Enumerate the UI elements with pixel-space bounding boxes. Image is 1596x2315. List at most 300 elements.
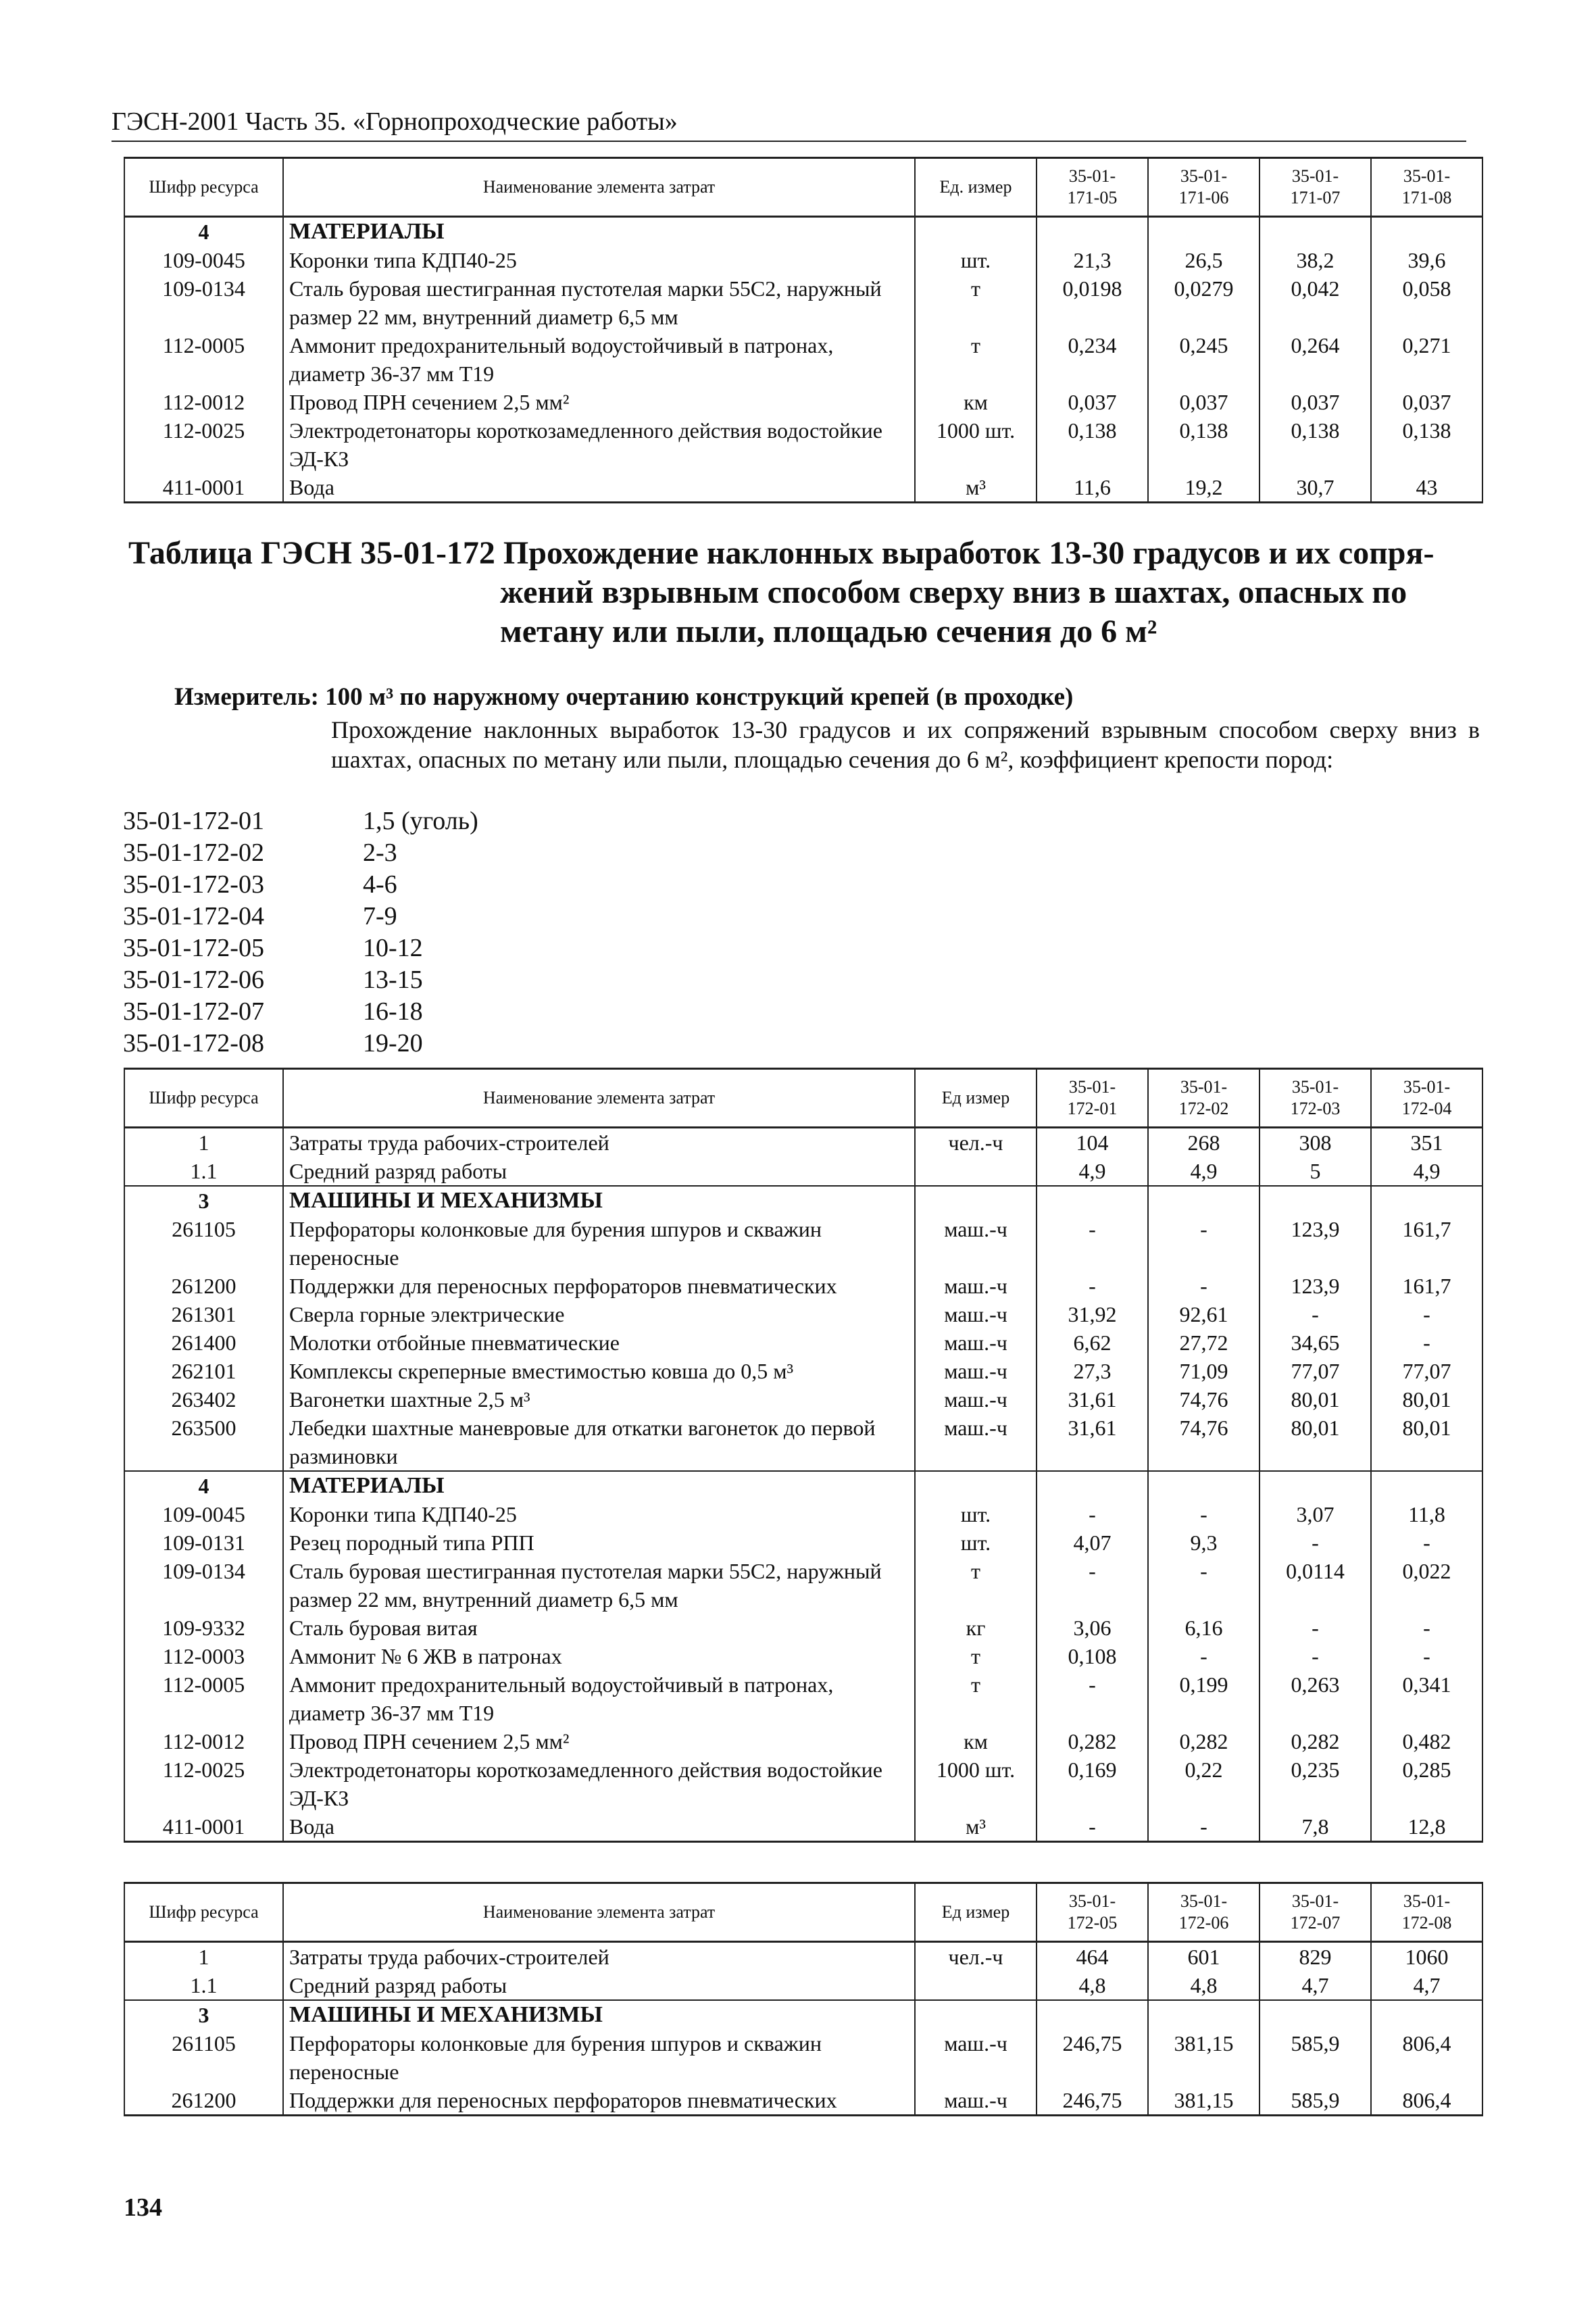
unit-cell: чел.-ч xyxy=(915,1128,1037,1158)
empty-cell xyxy=(1148,217,1260,247)
norm-col-header: 35-01- 172-01 xyxy=(1037,1069,1148,1128)
empty-cell xyxy=(1148,1471,1260,1500)
empty-cell xyxy=(1037,1186,1148,1215)
resource-code: 109-0045 xyxy=(124,1500,283,1528)
unit-cell: 1000 шт. xyxy=(915,416,1037,473)
resource-code: 112-0003 xyxy=(124,1642,283,1670)
code-list xyxy=(123,805,478,1060)
value-cell: - xyxy=(1260,1300,1371,1328)
norm-code: 35-01-172-01 xyxy=(123,807,264,835)
table-row xyxy=(124,1357,1482,1385)
table-row xyxy=(124,1272,1482,1300)
value-cell: 0,169 xyxy=(1037,1756,1148,1812)
unit-cell: маш.-ч xyxy=(915,1385,1037,1414)
resource-code: 109-0131 xyxy=(124,1528,283,1557)
table-row xyxy=(124,331,1482,388)
table-row xyxy=(124,1614,1482,1642)
resource-name: Провод ПРН сечением 2,5 мм² xyxy=(283,1727,915,1756)
resource-name: Электродетонаторы короткозамедленного действия водостойкие ЭД-КЗ xyxy=(283,1756,915,1812)
rock-hardness: 1,5 (уголь) xyxy=(363,807,478,835)
norm-col-header: 35-01- 172-05 xyxy=(1037,1883,1148,1942)
norm-col-header: 35-01- 172-04 xyxy=(1371,1069,1482,1128)
table-row xyxy=(124,1971,1482,2000)
value-cell: 0,0198 xyxy=(1037,274,1148,331)
resource-table-172-part2 xyxy=(124,1882,1483,2116)
unit-cell: маш.-ч xyxy=(915,2029,1037,2086)
value-cell: 74,76 xyxy=(1148,1385,1260,1414)
value-cell: - xyxy=(1037,1215,1148,1272)
resource-name: Сталь буровая шестигранная пустотелая марки 55С2, наружный размер 22 мм, внутренний диаметр 6,5 мм xyxy=(283,274,915,331)
name-col-header: Наименование элемента затрат xyxy=(283,158,915,217)
resource-name: Провод ПРН сечением 2,5 мм² xyxy=(283,388,915,416)
value-cell: 31,61 xyxy=(1037,1414,1148,1471)
resource-name: Электродетонаторы короткозамедленного действия водостойкие ЭД-КЗ xyxy=(283,416,915,473)
value-cell: - xyxy=(1148,1557,1260,1614)
value-cell: 0,037 xyxy=(1371,388,1482,416)
table-row xyxy=(124,1727,1482,1756)
resource-table-172-part1 xyxy=(124,1068,1483,1843)
resource-table-171 xyxy=(124,157,1483,503)
norm-col-header: 35-01- 171-07 xyxy=(1260,158,1371,217)
table-row xyxy=(124,246,1482,274)
value-cell: 381,15 xyxy=(1148,2086,1260,2116)
value-cell: 0,022 xyxy=(1371,1557,1482,1614)
norm-col-header: 35-01- 172-07 xyxy=(1260,1883,1371,1942)
value-cell: 0,0114 xyxy=(1260,1557,1371,1614)
table-row xyxy=(124,1942,1482,1972)
table-row xyxy=(124,2029,1482,2086)
unit-cell: шт. xyxy=(915,1500,1037,1528)
value-cell: 31,92 xyxy=(1037,1300,1148,1328)
norm-code: 35-01-172-03 xyxy=(123,870,264,899)
value-cell: 39,6 xyxy=(1371,246,1482,274)
value-cell: 268 xyxy=(1148,1128,1260,1158)
empty-cell xyxy=(1260,2000,1371,2029)
value-cell: 43 xyxy=(1371,473,1482,503)
table-title xyxy=(128,534,1473,651)
value-cell: 0,282 xyxy=(1037,1727,1148,1756)
table-row xyxy=(124,1670,1482,1727)
empty-cell xyxy=(1037,1471,1148,1500)
value-cell: 11,6 xyxy=(1037,473,1148,503)
unit-cell: маш.-ч xyxy=(915,1272,1037,1300)
page-number: 134 xyxy=(124,2193,162,2222)
section-row xyxy=(124,1186,1482,1215)
resource-code: 112-0012 xyxy=(124,1727,283,1756)
norm-code: 35-01-172-08 xyxy=(123,1029,264,1057)
resource-code: 109-9332 xyxy=(124,1614,283,1642)
table-row xyxy=(124,1528,1482,1557)
value-cell: 0,245 xyxy=(1148,331,1260,388)
value-cell: - xyxy=(1037,1557,1148,1614)
resource-name: Затраты труда рабочих-строителей xyxy=(283,1128,915,1158)
norm-code: 35-01-172-05 xyxy=(123,934,264,962)
resource-name: Перфораторы колонковые для бурения шпуров и скважин переносные xyxy=(283,1215,915,1272)
code-list-item xyxy=(123,901,478,932)
section-title: МАТЕРИАЛЫ xyxy=(283,217,915,247)
unit-cell: маш.-ч xyxy=(915,1414,1037,1471)
resource-name: Средний разряд работы xyxy=(283,1157,915,1186)
table-row xyxy=(124,274,1482,331)
section-title: МАТЕРИАЛЫ xyxy=(283,1471,915,1500)
resource-code: 261400 xyxy=(124,1328,283,1357)
value-cell: 38,2 xyxy=(1260,246,1371,274)
unit-cell: т xyxy=(915,1670,1037,1727)
resource-name: Аммонит предохранительный водоустойчивый в патронах, диаметр 36-37 мм Т19 xyxy=(283,1670,915,1727)
resource-name: Коронки типа КДП40-25 xyxy=(283,1500,915,1528)
value-cell: 3,06 xyxy=(1037,1614,1148,1642)
resource-code: 109-0045 xyxy=(124,246,283,274)
value-cell: 92,61 xyxy=(1148,1300,1260,1328)
unit-col-header: Ед. измер xyxy=(915,158,1037,217)
table-row xyxy=(124,1414,1482,1471)
value-cell: 80,01 xyxy=(1260,1385,1371,1414)
value-cell: 0,138 xyxy=(1260,416,1371,473)
value-cell: 4,9 xyxy=(1037,1157,1148,1186)
value-cell: 80,01 xyxy=(1371,1414,1482,1471)
table-row xyxy=(124,1157,1482,1186)
resource-name: Сталь буровая шестигранная пустотелая марки 55С2, наружный размер 22 мм, внутренний диаметр 6,5 мм xyxy=(283,1557,915,1614)
resource-code: 263500 xyxy=(124,1414,283,1471)
value-cell: 5 xyxy=(1260,1157,1371,1186)
value-cell: 80,01 xyxy=(1371,1385,1482,1414)
value-cell: 0,037 xyxy=(1037,388,1148,416)
code-list-item xyxy=(123,869,478,901)
empty-cell xyxy=(1371,1186,1482,1215)
value-cell: 0,264 xyxy=(1260,331,1371,388)
table-row xyxy=(124,1385,1482,1414)
resource-name: Молотки отбойные пневматические xyxy=(283,1328,915,1357)
resource-name: Поддержки для переносных перфораторов пневматических xyxy=(283,2086,915,2116)
resource-code: 262101 xyxy=(124,1357,283,1385)
value-cell: 123,9 xyxy=(1260,1272,1371,1300)
section-title: МАШИНЫ И МЕХАНИЗМЫ xyxy=(283,1186,915,1215)
value-cell: 12,8 xyxy=(1371,1812,1482,1842)
resource-name: Лебедки шахтные маневровые для откатки вагонеток до первой разминовки xyxy=(283,1414,915,1471)
rock-hardness: 10-12 xyxy=(363,934,423,962)
code-list-item xyxy=(123,932,478,964)
value-cell: 4,9 xyxy=(1371,1157,1482,1186)
resource-code: 261200 xyxy=(124,2086,283,2116)
value-cell: 0,235 xyxy=(1260,1756,1371,1812)
unit-cell xyxy=(915,1971,1037,2000)
empty-cell xyxy=(1260,1186,1371,1215)
unit-cell: маш.-ч xyxy=(915,1357,1037,1385)
resource-name: Средний разряд работы xyxy=(283,1971,915,2000)
table-title-rest: жений взрывным способом сверху вниз в шахтах, опасных по метану или пыли, площадью сечения до 6 м² xyxy=(500,574,1407,649)
section-number: 4 xyxy=(124,1471,283,1500)
norm-col-header: 35-01- 172-03 xyxy=(1260,1069,1371,1128)
value-cell: 0,042 xyxy=(1260,274,1371,331)
resource-code: 411-0001 xyxy=(124,473,283,503)
rock-hardness: 4-6 xyxy=(363,870,397,899)
unit-cell: м³ xyxy=(915,1812,1037,1842)
value-cell: 0,108 xyxy=(1037,1642,1148,1670)
unit-cell: т xyxy=(915,1642,1037,1670)
value-cell: 4,8 xyxy=(1037,1971,1148,2000)
resource-code: 112-0005 xyxy=(124,331,283,388)
value-cell: 6,16 xyxy=(1148,1614,1260,1642)
value-cell: 27,3 xyxy=(1037,1357,1148,1385)
value-cell: 464 xyxy=(1037,1942,1148,1972)
resource-name: Затраты труда рабочих-строителей xyxy=(283,1942,915,1972)
unit-cell: 1000 шт. xyxy=(915,1756,1037,1812)
empty-cell xyxy=(1037,217,1148,247)
unit-cell xyxy=(915,1157,1037,1186)
value-cell: 4,7 xyxy=(1260,1971,1371,2000)
value-cell: - xyxy=(1148,1272,1260,1300)
resource-code: 261301 xyxy=(124,1300,283,1328)
value-cell: 0,138 xyxy=(1037,416,1148,473)
unit-col-header: Ед измер xyxy=(915,1883,1037,1942)
norm-code: 35-01-172-06 xyxy=(123,966,264,994)
value-cell: 351 xyxy=(1371,1128,1482,1158)
value-cell: 3,07 xyxy=(1260,1500,1371,1528)
norm-col-header: 35-01- 171-06 xyxy=(1148,158,1260,217)
empty-cell xyxy=(915,2000,1037,2029)
value-cell: 0,482 xyxy=(1371,1727,1482,1756)
value-cell: 381,15 xyxy=(1148,2029,1260,2086)
resource-code: 112-0025 xyxy=(124,416,283,473)
value-cell: - xyxy=(1037,1272,1148,1300)
resource-name: Поддержки для переносных перфораторов пневматических xyxy=(283,1272,915,1300)
value-cell: 4,8 xyxy=(1148,1971,1260,2000)
norm-col-header: 35-01- 171-05 xyxy=(1037,158,1148,217)
unit-cell: т xyxy=(915,1557,1037,1614)
value-cell: 9,3 xyxy=(1148,1528,1260,1557)
empty-cell xyxy=(915,217,1037,247)
resource-name: Аммонит предохранительный водоустойчивый в патронах, диаметр 36-37 мм Т19 xyxy=(283,331,915,388)
value-cell: 19,2 xyxy=(1148,473,1260,503)
resource-code: 411-0001 xyxy=(124,1812,283,1842)
table-row xyxy=(124,1328,1482,1357)
value-cell: 71,09 xyxy=(1148,1357,1260,1385)
unit-cell: маш.-ч xyxy=(915,1328,1037,1357)
value-cell: - xyxy=(1148,1812,1260,1842)
value-cell: - xyxy=(1371,1328,1482,1357)
resource-code: 263402 xyxy=(124,1385,283,1414)
resource-code: 109-0134 xyxy=(124,274,283,331)
rock-hardness: 19-20 xyxy=(363,1029,423,1057)
value-cell: 0,234 xyxy=(1037,331,1148,388)
value-cell: 308 xyxy=(1260,1128,1371,1158)
resource-code: 112-0012 xyxy=(124,388,283,416)
empty-cell xyxy=(915,1471,1037,1500)
value-cell: 0,22 xyxy=(1148,1756,1260,1812)
empty-cell xyxy=(915,1186,1037,1215)
value-cell: 0,282 xyxy=(1260,1727,1371,1756)
resource-name: Сталь буровая витая xyxy=(283,1614,915,1642)
resource-code: 261105 xyxy=(124,2029,283,2086)
value-cell: 77,07 xyxy=(1371,1357,1482,1385)
unit-cell: шт. xyxy=(915,1528,1037,1557)
resource-name: Вода xyxy=(283,473,915,503)
value-cell: - xyxy=(1260,1528,1371,1557)
section-row xyxy=(124,2000,1482,2029)
code-list-item xyxy=(123,964,478,996)
section-title: МАШИНЫ И МЕХАНИЗМЫ xyxy=(283,2000,915,2029)
unit-cell: кг xyxy=(915,1614,1037,1642)
section-number: 3 xyxy=(124,1186,283,1215)
value-cell: - xyxy=(1037,1500,1148,1528)
rock-hardness: 16-18 xyxy=(363,997,423,1026)
table-row xyxy=(124,1500,1482,1528)
section-number: 3 xyxy=(124,2000,283,2029)
value-cell: 0,341 xyxy=(1371,1670,1482,1727)
value-cell: 31,61 xyxy=(1037,1385,1148,1414)
unit-col-header: Ед измер xyxy=(915,1069,1037,1128)
table-row xyxy=(124,1756,1482,1812)
norm-col-header: 35-01- 172-02 xyxy=(1148,1069,1260,1128)
resource-code: 1 xyxy=(124,1942,283,1972)
resource-code: 261105 xyxy=(124,1215,283,1272)
unit-cell: т xyxy=(915,274,1037,331)
unit-cell: маш.-ч xyxy=(915,2086,1037,2116)
table-row xyxy=(124,1812,1482,1842)
section-row xyxy=(124,217,1482,247)
section-row xyxy=(124,1471,1482,1500)
unit-cell: м³ xyxy=(915,473,1037,503)
value-cell: 246,75 xyxy=(1037,2029,1148,2086)
resource-name: Комплексы скреперные вместимостью ковша до 0,5 м³ xyxy=(283,1357,915,1385)
norm-col-header: 35-01- 171-08 xyxy=(1371,158,1482,217)
table-row xyxy=(124,473,1482,503)
value-cell: 0,138 xyxy=(1371,416,1482,473)
unit-cell: т xyxy=(915,331,1037,388)
value-cell: 161,7 xyxy=(1371,1215,1482,1272)
value-cell: - xyxy=(1148,1500,1260,1528)
value-cell: 7,8 xyxy=(1260,1812,1371,1842)
table-row xyxy=(124,1300,1482,1328)
work-description: Прохождение наклонных выработок 13-30 градусов и их сопряжений взрывным способом сверху вниз в шахтах, опасных по метану или пыли, площадью сечения до 6 м², коэффициент крепости пород: xyxy=(331,716,1480,773)
value-cell: 11,8 xyxy=(1371,1500,1482,1528)
value-cell: 585,9 xyxy=(1260,2086,1371,2116)
resource-code: 1 xyxy=(124,1128,283,1158)
value-cell: 4,9 xyxy=(1148,1157,1260,1186)
value-cell: 0,037 xyxy=(1260,388,1371,416)
code-col-header: Шифр ресурса xyxy=(124,158,283,217)
resource-name: Коронки типа КДП40-25 xyxy=(283,246,915,274)
section-number: 4 xyxy=(124,217,283,247)
code-list-item xyxy=(123,996,478,1028)
name-col-header: Наименование элемента затрат xyxy=(283,1069,915,1128)
resource-code: 261200 xyxy=(124,1272,283,1300)
value-cell: 0,271 xyxy=(1371,331,1482,388)
measurement-unit: Измеритель: 100 м³ по наружному очертанию конструкций крепей (в проходке) xyxy=(174,683,1074,711)
value-cell: 4,7 xyxy=(1371,1971,1482,2000)
value-cell: 77,07 xyxy=(1260,1357,1371,1385)
table-row xyxy=(124,1557,1482,1614)
value-cell: - xyxy=(1371,1642,1482,1670)
value-cell: - xyxy=(1371,1300,1482,1328)
empty-cell xyxy=(1037,2000,1148,2029)
value-cell: 26,5 xyxy=(1148,246,1260,274)
resource-name: Аммонит № 6 ЖВ в патронах xyxy=(283,1642,915,1670)
value-cell: 104 xyxy=(1037,1128,1148,1158)
unit-cell: км xyxy=(915,388,1037,416)
value-cell: 34,65 xyxy=(1260,1328,1371,1357)
table-row xyxy=(124,1642,1482,1670)
value-cell: 829 xyxy=(1260,1942,1371,1972)
resource-code: 1.1 xyxy=(124,1971,283,2000)
value-cell: 1060 xyxy=(1371,1942,1482,1972)
value-cell: - xyxy=(1371,1614,1482,1642)
table-row xyxy=(124,1128,1482,1158)
value-cell: 0,0279 xyxy=(1148,274,1260,331)
value-cell: 21,3 xyxy=(1037,246,1148,274)
value-cell: - xyxy=(1037,1812,1148,1842)
value-cell: 246,75 xyxy=(1037,2086,1148,2116)
rock-hardness: 13-15 xyxy=(363,966,423,994)
running-header: ГЭСН-2001 Часть 35. «Горнопроходческие работы» xyxy=(111,107,1466,142)
empty-cell xyxy=(1371,2000,1482,2029)
table-row xyxy=(124,416,1482,473)
value-cell: 806,4 xyxy=(1371,2086,1482,2116)
value-cell: 0,199 xyxy=(1148,1670,1260,1727)
value-cell: 806,4 xyxy=(1371,2029,1482,2086)
resource-code: 112-0005 xyxy=(124,1670,283,1727)
name-col-header: Наименование элемента затрат xyxy=(283,1883,915,1942)
norm-code: 35-01-172-02 xyxy=(123,839,264,867)
value-cell: 0,058 xyxy=(1371,274,1482,331)
value-cell: 0,282 xyxy=(1148,1727,1260,1756)
empty-cell xyxy=(1371,1471,1482,1500)
value-cell: 6,62 xyxy=(1037,1328,1148,1357)
unit-cell: маш.-ч xyxy=(915,1300,1037,1328)
norm-code: 35-01-172-07 xyxy=(123,997,264,1026)
resource-code: 112-0025 xyxy=(124,1756,283,1812)
value-cell: - xyxy=(1371,1528,1482,1557)
empty-cell xyxy=(1148,2000,1260,2029)
resource-code: 1.1 xyxy=(124,1157,283,1186)
value-cell: - xyxy=(1148,1215,1260,1272)
code-list-item xyxy=(123,837,478,869)
value-cell: 0,037 xyxy=(1148,388,1260,416)
value-cell: 601 xyxy=(1148,1942,1260,1972)
rock-hardness: 7-9 xyxy=(363,902,397,930)
table-row xyxy=(124,1215,1482,1272)
value-cell: - xyxy=(1260,1642,1371,1670)
value-cell: 123,9 xyxy=(1260,1215,1371,1272)
unit-cell: маш.-ч xyxy=(915,1215,1037,1272)
empty-cell xyxy=(1371,217,1482,247)
norm-col-header: 35-01- 172-06 xyxy=(1148,1883,1260,1942)
code-list-item xyxy=(123,805,478,837)
empty-cell xyxy=(1260,1471,1371,1500)
resource-name: Вагонетки шахтные 2,5 м³ xyxy=(283,1385,915,1414)
rock-hardness: 2-3 xyxy=(363,839,397,867)
value-cell: 27,72 xyxy=(1148,1328,1260,1357)
unit-cell: шт. xyxy=(915,246,1037,274)
value-cell: - xyxy=(1148,1642,1260,1670)
value-cell: 0,285 xyxy=(1371,1756,1482,1812)
resource-code: 109-0134 xyxy=(124,1557,283,1614)
resource-name: Сверла горные электрические xyxy=(283,1300,915,1328)
table-title-lead: Таблица ГЭСН 35-01-172 Прохождение наклонных выработок 13-30 градусов и их сопря- xyxy=(128,535,1435,571)
code-col-header: Шифр ресурса xyxy=(124,1069,283,1128)
value-cell: 30,7 xyxy=(1260,473,1371,503)
value-cell: - xyxy=(1037,1670,1148,1727)
resource-name: Вода xyxy=(283,1812,915,1842)
value-cell: 4,07 xyxy=(1037,1528,1148,1557)
value-cell: 74,76 xyxy=(1148,1414,1260,1471)
norm-col-header: 35-01- 172-08 xyxy=(1371,1883,1482,1942)
table-row xyxy=(124,388,1482,416)
code-col-header: Шифр ресурса xyxy=(124,1883,283,1942)
resource-name: Резец породный типа РПП xyxy=(283,1528,915,1557)
norm-code: 35-01-172-04 xyxy=(123,902,264,930)
code-list-item xyxy=(123,1028,478,1060)
